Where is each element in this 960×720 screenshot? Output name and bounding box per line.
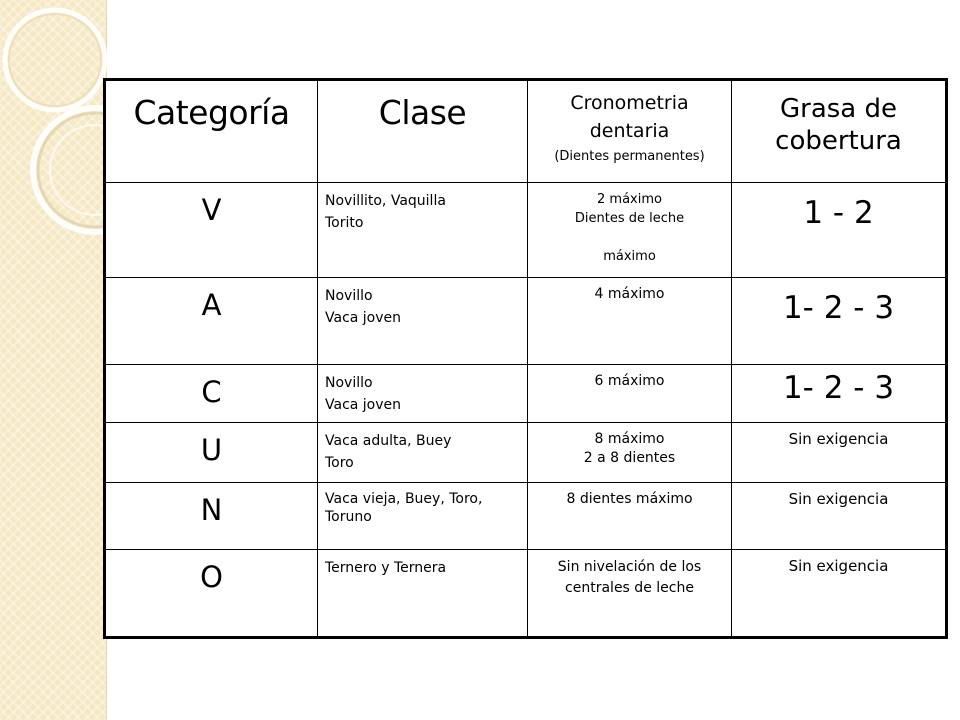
cronometria-cell	[528, 550, 732, 638]
clase-line: Novillo	[325, 375, 373, 391]
clase-cell	[318, 483, 528, 550]
clase-line: Torito	[325, 215, 364, 231]
cronometria-line: 2 a 8 dientes	[583, 450, 676, 466]
cronometria-line: Dientes de leche	[574, 211, 685, 226]
clase-cell	[318, 550, 528, 638]
table-row	[105, 483, 947, 550]
grasa-cell: 1- 2 - 3	[732, 278, 947, 365]
table-row	[105, 365, 947, 423]
clase-line: Vaca vieja, Buey, Toro, Toruno	[325, 491, 483, 525]
grasa-cell: Sin exigencia	[732, 423, 947, 483]
clase-line: Vaca joven	[325, 310, 402, 326]
clase-line: Vaca adulta, Buey	[325, 433, 452, 449]
clase-line: Novillo	[325, 288, 373, 304]
header-cronometria-title: Cronometria dentaria	[570, 92, 689, 142]
table-row	[105, 550, 947, 638]
cronometria-line: Sin nivelación de los centrales de leche	[557, 559, 702, 596]
header-cronometria-note: (Dientes permanentes)	[554, 149, 705, 164]
cronometria-cell	[528, 423, 732, 483]
cronometria-line	[528, 228, 731, 247]
grasa-cell: 1- 2 - 3	[732, 365, 947, 423]
cronometria-cell	[528, 183, 732, 278]
header-row	[105, 80, 947, 183]
clase-cell	[318, 183, 528, 278]
clase-cell	[318, 278, 528, 365]
clase-line: Toro	[325, 455, 354, 471]
classification-table	[103, 78, 948, 639]
clase-line: Novillito, Vaquilla	[325, 193, 446, 209]
grasa-cell: Sin exigencia	[732, 550, 947, 638]
cronometria-line: máximo	[603, 249, 656, 264]
cronometria-line: 8 máximo	[594, 431, 665, 447]
grasa-cell: 1 - 2	[732, 183, 947, 278]
table-row	[105, 183, 947, 278]
clase-line: Vaca joven	[325, 397, 402, 413]
clase-line: Ternero y Ternera	[325, 560, 447, 576]
cronometria-cell	[528, 278, 732, 365]
category-cell: O	[105, 550, 318, 638]
clase-cell	[318, 365, 528, 423]
cronometria-line: 2 máximo	[597, 192, 662, 207]
category-cell: U	[105, 423, 318, 483]
cronometria-line: 8 dientes máximo	[566, 491, 693, 507]
cronometria-line: 6 máximo	[594, 373, 665, 389]
header-grasa: Grasa de cobertura	[732, 80, 947, 183]
clase-cell	[318, 423, 528, 483]
cronometria-line: 4 máximo	[594, 286, 665, 302]
category-cell: N	[105, 483, 318, 550]
grasa-cell: Sin exigencia	[732, 483, 947, 550]
category-cell: V	[105, 183, 318, 278]
category-cell: C	[105, 365, 318, 423]
category-cell: A	[105, 278, 318, 365]
header-cronometria	[528, 80, 732, 183]
cronometria-cell	[528, 483, 732, 550]
table-row	[105, 278, 947, 365]
cronometria-cell	[528, 365, 732, 423]
table-row	[105, 423, 947, 483]
header-categoria: Categoría	[105, 80, 318, 183]
header-clase: Clase	[318, 80, 528, 183]
